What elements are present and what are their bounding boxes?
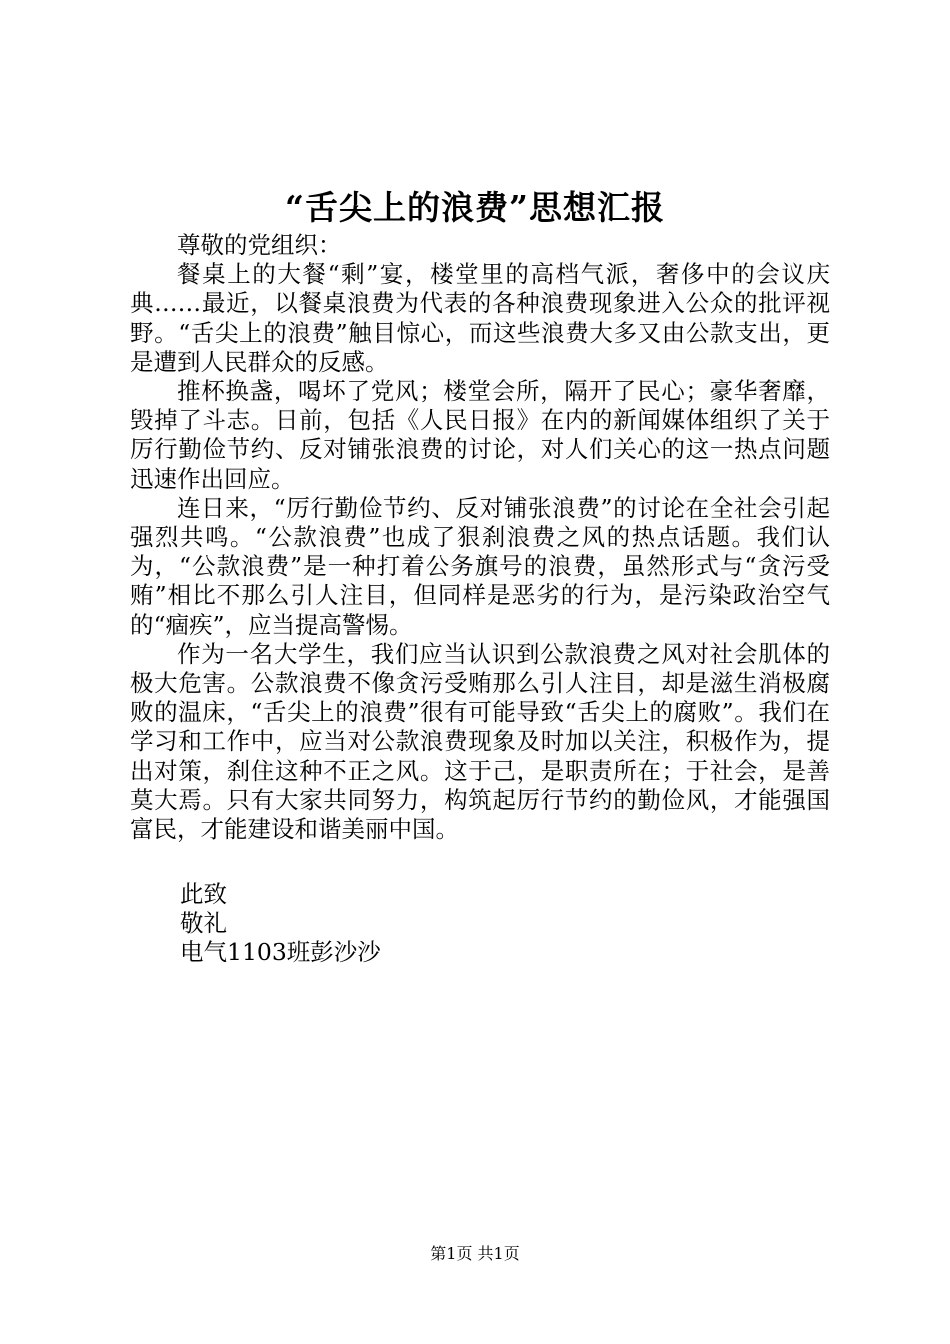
signature: 电气1103班彭沙沙 bbox=[180, 938, 381, 967]
paragraph: 推杯换盏，喝坏了党风；楼堂会所，隔开了民心；豪华奢靡，毁掉了斗志。日前，包括《人民日报》在内的新闻媒体组织了关于厉行勤俭节约、反对铺张浪费的讨论，对人们关心的这一热点问题迅速作出回应。 bbox=[130, 377, 830, 493]
closing-block bbox=[180, 880, 381, 968]
greeting: 尊敬的党组织： bbox=[177, 231, 342, 259]
paragraph: 餐桌上的大餐“剩”宴，楼堂里的高档气派，奢侈中的会议庆典……最近，以餐桌浪费为代表的各种浪费现象进入公众的批评视野。“舌尖上的浪费”触目惊心，而这些浪费大多又由公款支出，更是遭到人民群众的反感。 bbox=[130, 260, 830, 376]
document-title: “舌尖上的浪费”思想汇报 bbox=[285, 188, 665, 227]
paragraph: 作为一名大学生，我们应当认识到公款浪费之风对社会肌体的极大危害。公款浪费不像贪污受贿那么引人注目，却是滋生消极腐败的温床，“舌尖上的浪费”很有可能导致“舌尖上的腐败”。我们在学习和工作中，应当对公款浪费现象及时加以关注，积极作为，提出对策，刹住这种不正之风。这于己，是职责所在；于社会，是善莫大焉。只有大家共同努力，构筑起厉行节约的勤俭风，才能强国富民，才能建设和谐美丽中国。 bbox=[130, 639, 830, 844]
page-footer: 第1页 共1页 bbox=[430, 1244, 520, 1263]
document-body bbox=[130, 231, 830, 844]
closing-line-cizhi: 此致 bbox=[180, 880, 227, 908]
closing-line-jingli: 敬礼 bbox=[180, 909, 227, 938]
paragraph: 连日来，“厉行勤俭节约、反对铺张浪费”的讨论在全社会引起强烈共鸣。“公款浪费”也成了狠刹浪费之风的热点话题。我们认为，“公款浪费”是一种打着公务旗号的浪费，虽然形式与“贪污受贿”相比不那么引人注目，但同样是恶劣的行为，是污染政治空气的“痼疾”，应当提高警惕。 bbox=[130, 493, 830, 639]
